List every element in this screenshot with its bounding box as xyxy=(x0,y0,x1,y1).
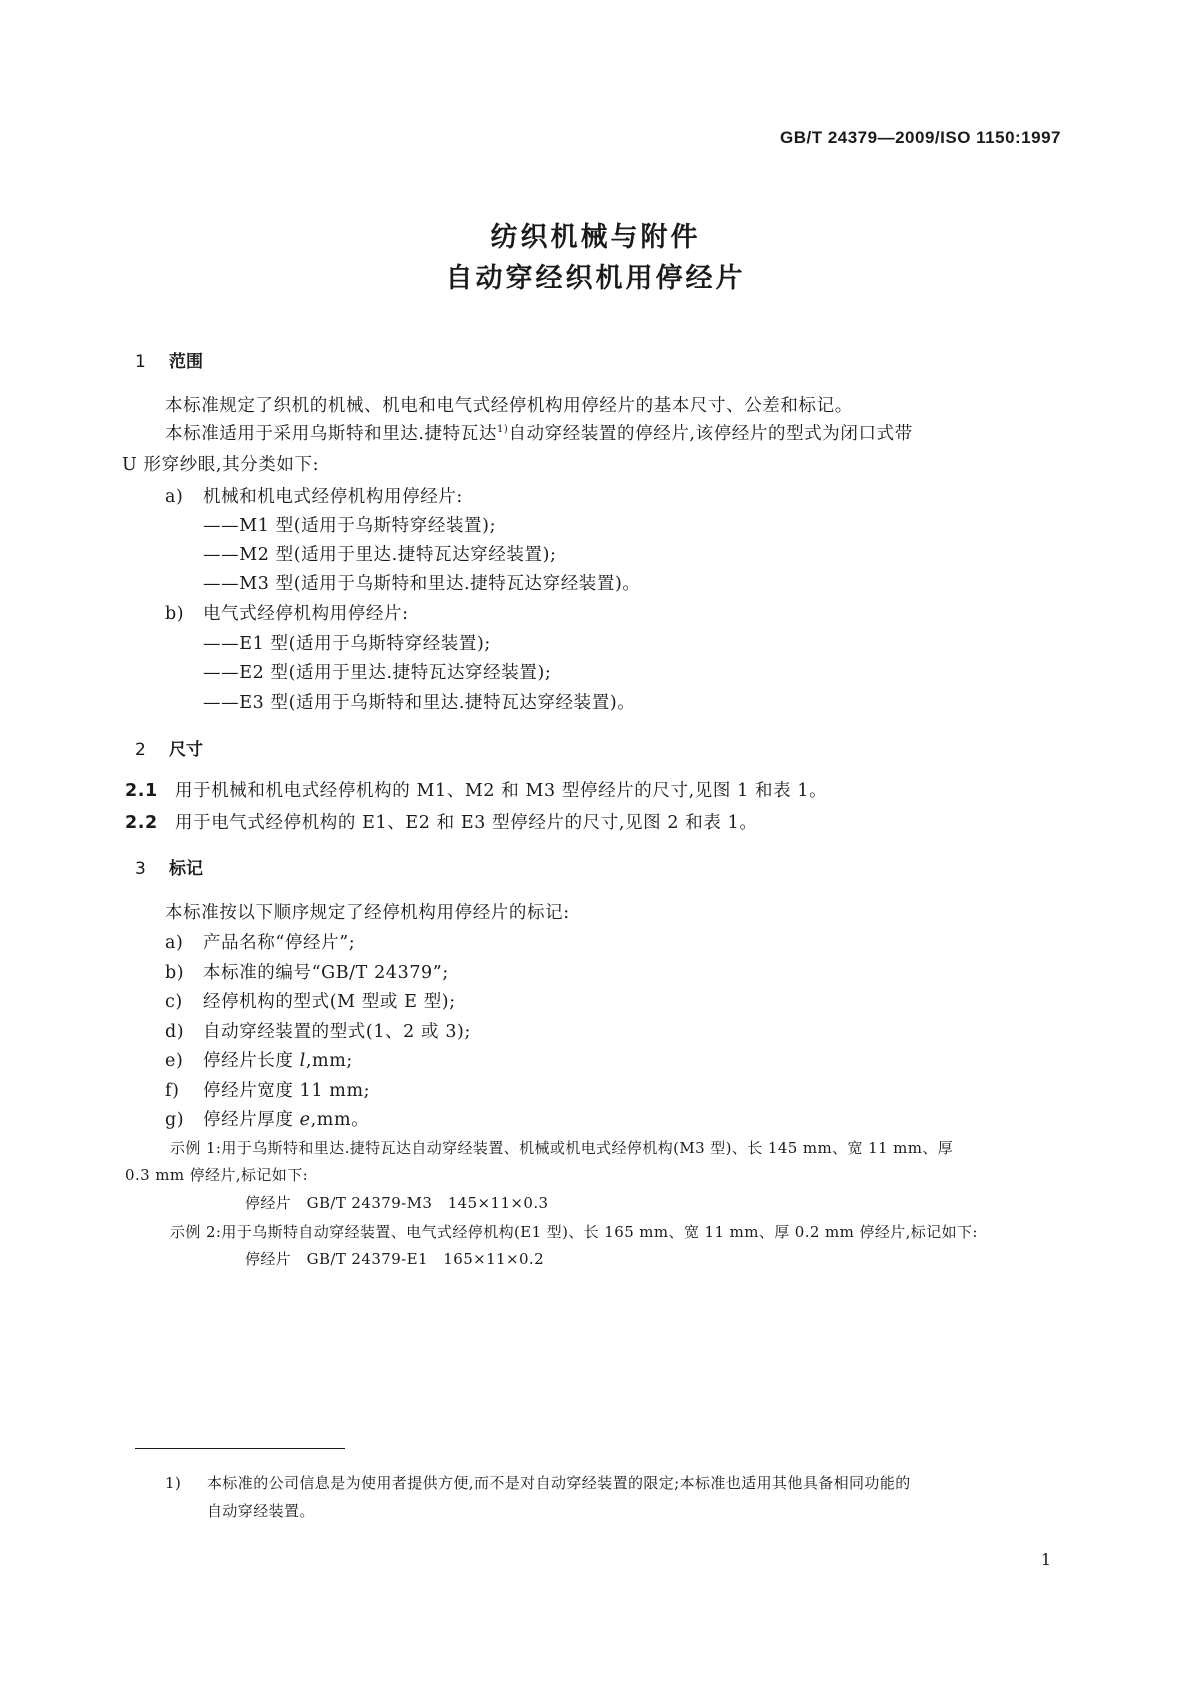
example-1-line-1: 示例 1:用于乌斯特和里达.捷特瓦达自动穿经装置、机械或机电式经停机构(M3 型)、长 145 mm、宽 11 mm、厚 xyxy=(170,1139,954,1157)
marking-item-text: 停经片宽度 11 mm; xyxy=(203,1081,371,1101)
marking-item-text: 自动穿经装置的型式(1、2 或 3); xyxy=(203,1022,471,1042)
marking-item-g xyxy=(165,1106,369,1131)
marking-item-e xyxy=(165,1047,353,1072)
example-1-line-2: 0.3 mm 停经片,标记如下: xyxy=(125,1166,309,1184)
marking-item xyxy=(165,929,355,954)
title-line-2: 自动穿经织机用停经片 xyxy=(445,263,746,294)
section-1-para-1: 本标准规定了织机的机械、机电和电气式经停机构用停经片的基本尺寸、公差和标记。 xyxy=(165,396,853,416)
list-b-item: ——E1 型(适用于乌斯特穿经装置); xyxy=(203,634,491,654)
list-a-item: ——M1 型(适用于乌斯特穿经装置); xyxy=(203,516,497,536)
list-a-label: a) xyxy=(165,487,184,507)
marking-item xyxy=(165,988,456,1013)
marking-item-label: a) xyxy=(165,933,184,953)
page-number: 1 xyxy=(1040,1550,1051,1569)
list-a xyxy=(165,483,463,508)
marking-item-label: g) xyxy=(165,1110,185,1130)
footnote-text: 本标准的公司信息是为使用者提供方便,而不是对自动穿经装置的限定;本标准也适用其他具备相同功能的 xyxy=(207,1474,911,1492)
marking-item-pre: 停经片长度 xyxy=(203,1051,300,1071)
list-a-item: ——M3 型(适用于乌斯特和里达.捷特瓦达穿经装置)。 xyxy=(203,574,641,594)
marking-item-text: 产品名称“停经片”; xyxy=(203,933,356,953)
list-b-label: b) xyxy=(165,604,185,624)
example-2-mark: 停经片 GB/T 24379-E1 165×11×0.2 xyxy=(245,1250,545,1268)
section-3-title: 标记 xyxy=(169,859,203,879)
marking-item xyxy=(165,1018,471,1043)
footnote-line-1 xyxy=(165,1472,911,1493)
marking-item xyxy=(165,959,449,984)
section-2-2 xyxy=(125,809,758,834)
marking-item-label: f) xyxy=(165,1081,180,1101)
list-b-text: 电气式经停机构用停经片: xyxy=(203,604,409,624)
list-b-item: ——E2 型(适用于里达.捷特瓦达穿经装置); xyxy=(203,663,552,683)
section-2-2-text: 用于电气式经停机构的 E1、E2 和 E3 型停经片的尺寸,见图 2 和表 1。 xyxy=(175,813,758,833)
section-2-1 xyxy=(125,777,827,802)
standard-code: GB/T 24379—2009/ISO 1150:1997 xyxy=(779,128,1061,147)
marking-item-post: ,mm; xyxy=(305,1051,353,1071)
footnote-ref: 1) xyxy=(496,424,509,436)
section-3-number: 3 xyxy=(135,859,146,879)
marking-item-label: c) xyxy=(165,992,183,1012)
section-2-2-number: 2.2 xyxy=(125,813,158,833)
list-a-text: 机械和机电式经停机构用停经片: xyxy=(203,487,463,507)
section-3-intro: 本标准按以下顺序规定了经停机构用停经片的标记: xyxy=(165,903,570,923)
title-line-1: 纺织机械与附件 xyxy=(490,222,701,253)
section-2-title: 尺寸 xyxy=(169,740,203,760)
footnote-separator xyxy=(135,1448,345,1449)
section-2-1-number: 2.1 xyxy=(125,781,158,801)
marking-item-text: 经停机构的型式(M 型或 E 型); xyxy=(203,992,456,1012)
marking-item-label: e) xyxy=(165,1051,184,1071)
section-1-heading xyxy=(135,347,203,372)
list-a-item: ——M2 型(适用于里达.捷特瓦达穿经装置); xyxy=(203,545,557,565)
section-3-heading xyxy=(135,854,203,879)
example-2-line-1: 示例 2:用于乌斯特自动穿经装置、电气式经停机构(E1 型)、长 165 mm、宽 11 mm、厚 0.2 mm 停经片,标记如下: xyxy=(170,1223,978,1241)
marking-item-post: ,mm。 xyxy=(310,1110,370,1130)
marking-item-label: d) xyxy=(165,1022,185,1042)
list-b-item: ——E3 型(适用于乌斯特和里达.捷特瓦达穿经装置)。 xyxy=(203,693,636,713)
example-1-mark: 停经片 GB/T 24379-M3 145×11×0.3 xyxy=(245,1194,549,1212)
section-2-heading xyxy=(135,735,203,760)
list-b xyxy=(165,600,409,625)
variable-e: e xyxy=(299,1110,311,1130)
marking-item-label: b) xyxy=(165,963,185,983)
section-1-title: 范围 xyxy=(169,352,203,372)
section-2-number: 2 xyxy=(135,740,146,760)
marking-item-f xyxy=(165,1077,370,1102)
footnote-line-2: 自动穿经装置。 xyxy=(207,1502,315,1520)
marking-item-text: 本标准的编号“GB/T 24379”; xyxy=(203,963,449,983)
para-2-part-a: 本标准适用于采用乌斯特和里达.捷特瓦达 xyxy=(165,424,497,444)
marking-item-pre: 停经片厚度 xyxy=(203,1110,300,1130)
para-2-part-b: 自动穿经装置的停经片,该停经片的型式为闭口式带 xyxy=(508,424,913,444)
section-2-1-text: 用于机械和机电式经停机构的 M1、M2 和 M3 型停经片的尺寸,见图 1 和表 1。 xyxy=(175,781,828,801)
section-1-para-2-cont: U 形穿纱眼,其分类如下: xyxy=(122,455,320,475)
footnote-label: 1) xyxy=(165,1474,182,1492)
variable-l: l xyxy=(299,1051,306,1071)
section-1-para-2 xyxy=(165,420,913,445)
section-1-number: 1 xyxy=(135,352,146,372)
